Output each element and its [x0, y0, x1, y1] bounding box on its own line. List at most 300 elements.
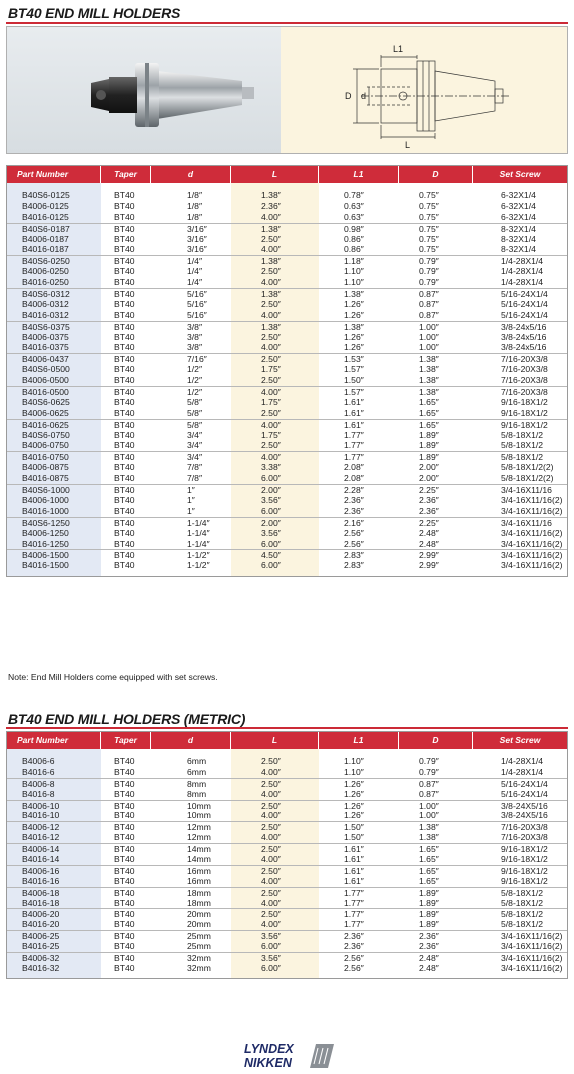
cell-l1: 1.77″: [344, 440, 364, 451]
label-d-lower: d: [361, 91, 367, 101]
table-row: [7, 800, 567, 811]
cell-d-upper: 2.48″: [419, 538, 439, 549]
cell-taper: BT40: [114, 560, 135, 571]
cell-d-upper: 1.65″: [419, 419, 439, 430]
cell-l: 2.50″: [261, 407, 281, 418]
cell-d: 18mm: [187, 897, 211, 908]
cell-l: 2.00″: [261, 485, 281, 496]
cell-l: 4.00″: [261, 832, 281, 843]
cell-l: 4.00″: [261, 788, 281, 799]
cell-d: 3/8″: [187, 331, 202, 342]
cell-part-number: B4016-1250: [22, 538, 69, 549]
cell-l1: 0.86″: [344, 233, 364, 244]
cell-taper: BT40: [114, 375, 135, 386]
cell-d: 3/16″: [187, 233, 207, 244]
cell-taper: BT40: [114, 931, 135, 942]
table-row: [7, 506, 567, 517]
cell-d-upper: 0.87″: [419, 298, 439, 309]
cell-d-upper: 2.25″: [419, 485, 439, 496]
cell-set-screw: 5/8-18X1/2(2): [501, 462, 554, 473]
cell-l: 2.50″: [261, 440, 281, 451]
cell-l: 2.50″: [261, 887, 281, 898]
cell-d: 1/8″: [187, 200, 202, 211]
cell-l1: 2.08″: [344, 462, 364, 473]
cell-d: 10mm: [187, 810, 211, 821]
cell-part-number: B4016-0875: [22, 473, 69, 484]
cell-d: 8mm: [187, 778, 207, 789]
table-row: [7, 440, 567, 451]
cell-taper: BT40: [114, 517, 135, 528]
cell-taper: BT40: [114, 800, 135, 811]
cell-l1: 2.56″: [344, 953, 364, 964]
cell-d: 16mm: [187, 865, 211, 876]
cell-part-number: B4006-25: [22, 931, 60, 942]
cell-d: 1/4″: [187, 277, 202, 288]
table-row: [7, 876, 567, 887]
cell-set-screw: 5/16-24X1/4: [501, 778, 548, 789]
cell-taper: BT40: [114, 941, 135, 952]
cell-d-upper: 1.00″: [419, 342, 439, 353]
cell-l: 1.38″: [261, 223, 281, 234]
cell-d-upper: 2.00″: [419, 462, 439, 473]
header-d-upper: D: [399, 732, 473, 749]
cell-d: 1/2″: [187, 364, 202, 375]
table-header: [7, 166, 567, 183]
cell-set-screw: 5/8-18X1/2: [501, 429, 544, 440]
product-hero: [6, 26, 568, 154]
cell-d: 14mm: [187, 854, 211, 865]
cell-d-upper: 0.75″: [419, 211, 439, 222]
cell-l: 6.00″: [261, 560, 281, 571]
cell-l1: 1.10″: [344, 266, 364, 277]
table-row: [7, 234, 567, 245]
cell-part-number: B4016-14: [22, 854, 60, 865]
cell-set-screw: 6-32X1/4: [501, 211, 536, 222]
cell-part-number: B4016-0750: [22, 452, 69, 463]
cell-taper: BT40: [114, 505, 135, 516]
table-row: [7, 778, 567, 789]
table-row: [7, 789, 567, 800]
cell-l1: 1.10″: [344, 766, 364, 777]
cell-d: 1-1/2″: [187, 560, 210, 571]
table-row: [7, 832, 567, 843]
cell-part-number: B40S6-0750: [22, 429, 70, 440]
table-row: [7, 473, 567, 484]
cell-l1: 1.77″: [344, 919, 364, 930]
logo-mark: [240, 1040, 340, 1070]
cell-part-number: B4006-0500: [22, 375, 69, 386]
table-row: [7, 310, 567, 321]
cell-d-upper: 2.36″: [419, 941, 439, 952]
cell-d-upper: 1.89″: [419, 897, 439, 908]
table-row: [7, 321, 567, 332]
cell-set-screw: 7/16-20X3/8: [501, 387, 548, 398]
cell-part-number: B4006-0875: [22, 462, 69, 473]
table-row: [7, 517, 567, 528]
cell-d: 25mm: [187, 941, 211, 952]
cell-part-number: B4006-0750: [22, 440, 69, 451]
cell-taper: BT40: [114, 919, 135, 930]
dimension-diagram: [281, 27, 567, 153]
cell-part-number: B4016-16: [22, 875, 60, 886]
cell-l1: 2.83″: [344, 550, 364, 561]
cell-taper: BT40: [114, 953, 135, 964]
cell-l: 4.00″: [261, 766, 281, 777]
cell-l1: 1.26″: [344, 810, 364, 821]
cell-d: 5/16″: [187, 289, 207, 300]
cell-set-screw: 3/4-16X11/16: [501, 517, 552, 528]
cell-part-number: B4016-6: [22, 766, 55, 777]
cell-set-screw: 9/16-18X1/2: [501, 407, 548, 418]
cell-set-screw: 3/8-24x5/16: [501, 331, 547, 342]
cell-set-screw: 5/8-18X1/2(2): [501, 473, 554, 484]
cell-part-number: B4006-1250: [22, 527, 69, 538]
cell-taper: BT40: [114, 200, 135, 211]
cell-d: 5/8″: [187, 407, 202, 418]
cell-d: 3/16″: [187, 223, 207, 234]
cell-d-upper: 1.65″: [419, 396, 439, 407]
cell-set-screw: 1/4-28X1/4: [501, 756, 544, 766]
header-d: d: [151, 166, 231, 183]
cell-l1: 1.77″: [344, 429, 364, 440]
cell-d-upper: 1.89″: [419, 909, 439, 920]
cell-d: 1-1/4″: [187, 527, 210, 538]
header-set-screw: Set Screw: [499, 169, 541, 179]
cell-l: 2.50″: [261, 331, 281, 342]
cell-l: 4.00″: [261, 875, 281, 886]
cell-d: 3/4″: [187, 452, 202, 463]
table-row: [7, 887, 567, 898]
cell-d-upper: 1.00″: [419, 331, 439, 342]
cell-part-number: B4006-0312: [22, 298, 69, 309]
cell-l: 2.50″: [261, 822, 281, 833]
cell-l1: 2.36″: [344, 931, 364, 942]
cell-part-number: B4006-6: [22, 756, 55, 766]
cell-set-screw: 8-32X1/4: [501, 244, 536, 255]
cell-l1: 1.61″: [344, 875, 364, 886]
cell-l: 2.50″: [261, 298, 281, 309]
table-row: [7, 952, 567, 963]
cell-l1: 2.16″: [344, 517, 364, 528]
header-part-number: Part Number: [7, 732, 101, 749]
cell-d: 6mm: [187, 756, 207, 766]
title-underline: [6, 22, 568, 24]
cell-d: 32mm: [187, 962, 211, 973]
cell-l: 6.00″: [261, 505, 281, 516]
cell-l1: 1.50″: [344, 832, 364, 843]
cell-part-number: B4016-0500: [22, 387, 69, 398]
cell-taper: BT40: [114, 865, 135, 876]
cell-l: 2.00″: [261, 517, 281, 528]
cell-part-number: B4006-0625: [22, 407, 69, 418]
cell-d-upper: 0.79″: [419, 256, 439, 267]
cell-set-screw: 5/16-24X1/4: [501, 309, 548, 320]
cell-d: 3/8″: [187, 342, 202, 353]
cell-taper: BT40: [114, 331, 135, 342]
cell-set-screw: 5/8-18X1/2: [501, 897, 544, 908]
cell-d: 3/8″: [187, 321, 202, 332]
header-part-number: Part Number: [7, 166, 101, 183]
cell-set-screw: 5/8-18X1/2: [501, 887, 544, 898]
cell-part-number: B4016-12: [22, 832, 60, 843]
cell-l1: 0.63″: [344, 200, 364, 211]
cell-d: 10mm: [187, 800, 211, 811]
cell-set-screw: 9/16-18X1/2: [501, 854, 548, 865]
header-l1: L1: [319, 166, 399, 183]
cell-d-upper: 2.99″: [419, 550, 439, 561]
cell-set-screw: 1/4-28X1/4: [501, 277, 544, 288]
cell-l1: 2.28″: [344, 485, 364, 496]
cell-d: 5/8″: [187, 419, 202, 430]
cell-l1: 2.36″: [344, 494, 364, 505]
cell-l1: 1.77″: [344, 452, 364, 463]
cell-taper: BT40: [114, 429, 135, 440]
cell-set-screw: 3/4-16X11/16(2): [501, 953, 563, 964]
cell-d-upper: 0.87″: [419, 778, 439, 789]
cell-l: 3.56″: [261, 527, 281, 538]
header-d: d: [151, 732, 231, 749]
cell-l1: 1.26″: [344, 788, 364, 799]
cell-d-upper: 1.00″: [419, 321, 439, 332]
cell-l: 2.50″: [261, 756, 281, 766]
cell-part-number: B4016-0625: [22, 419, 69, 430]
cell-l1: 1.53″: [344, 354, 364, 365]
cell-l1: 1.18″: [344, 256, 364, 267]
table-row: [7, 767, 567, 778]
cell-taper: BT40: [114, 354, 135, 365]
cell-part-number: B4016-20: [22, 919, 60, 930]
cell-d: 1″: [187, 485, 195, 496]
cell-set-screw: 3/4-16X11/16(2): [501, 505, 563, 516]
cell-part-number: B4016-10: [22, 810, 60, 821]
cell-d-upper: 0.79″: [419, 756, 439, 766]
cell-d-upper: 0.75″: [419, 190, 439, 200]
cell-set-screw: 6-32X1/4: [501, 200, 536, 211]
cell-set-screw: 5/8-18X1/2: [501, 452, 544, 463]
cell-set-screw: 3/4-16X11/16(2): [501, 550, 563, 561]
cell-taper: BT40: [114, 266, 135, 277]
cell-d: 5/16″: [187, 309, 207, 320]
table-row: [7, 408, 567, 419]
cell-d-upper: 1.65″: [419, 875, 439, 886]
cell-set-screw: 5/8-18X1/2: [501, 909, 544, 920]
table-row: [7, 190, 567, 201]
cell-l: 4.00″: [261, 810, 281, 821]
cell-part-number: B4006-1500: [22, 550, 69, 561]
cell-d: 12mm: [187, 822, 211, 833]
cell-l: 2.36″: [261, 200, 281, 211]
table-row: [7, 342, 567, 353]
table-row: [7, 941, 567, 952]
cell-d-upper: 1.89″: [419, 440, 439, 451]
table-row: [7, 244, 567, 255]
cell-d: 7/8″: [187, 462, 202, 473]
cell-taper: BT40: [114, 538, 135, 549]
cell-d-upper: 2.36″: [419, 505, 439, 516]
table-row: [7, 462, 567, 473]
cell-taper: BT40: [114, 387, 135, 398]
cell-l: 4.50″: [261, 550, 281, 561]
cell-d-upper: 1.89″: [419, 429, 439, 440]
section-title-metric: BT40 END MILL HOLDERS (METRIC): [8, 711, 246, 727]
cell-l: 1.38″: [261, 289, 281, 300]
cell-taper: BT40: [114, 854, 135, 865]
cell-l1: 2.36″: [344, 941, 364, 952]
cell-d: 1/2″: [187, 387, 202, 398]
cell-d: 1-1/4″: [187, 517, 210, 528]
cell-l: 4.00″: [261, 387, 281, 398]
table-row: [7, 539, 567, 550]
cell-part-number: B4016-0125: [22, 211, 69, 222]
cell-d-upper: 2.25″: [419, 517, 439, 528]
cell-d: 18mm: [187, 887, 211, 898]
cell-l: 1.38″: [261, 321, 281, 332]
table-header: [7, 732, 567, 749]
cell-part-number: B40S6-1000: [22, 485, 70, 496]
table-body: [7, 183, 567, 576]
cell-l1: 1.38″: [344, 321, 364, 332]
cell-set-screw: 1/4-28X1/4: [501, 266, 544, 277]
table-row: [7, 223, 567, 234]
cell-d-upper: 1.65″: [419, 844, 439, 855]
cell-taper: BT40: [114, 211, 135, 222]
cell-d: 25mm: [187, 931, 211, 942]
cell-part-number: B4016-0250: [22, 277, 69, 288]
cell-d: 20mm: [187, 919, 211, 930]
cell-taper: BT40: [114, 244, 135, 255]
cell-d: 16mm: [187, 875, 211, 886]
cell-l: 4.00″: [261, 309, 281, 320]
header-l1: L1: [319, 732, 399, 749]
cell-taper: BT40: [114, 289, 135, 300]
cell-d-upper: 1.65″: [419, 407, 439, 418]
metric-table: [6, 731, 568, 979]
cell-d: 32mm: [187, 953, 211, 964]
cell-set-screw: 5/16-24X1/4: [501, 788, 548, 799]
cell-set-screw: 5/16-24X1/4: [501, 298, 548, 309]
cell-d: 1/4″: [187, 256, 202, 267]
cell-l: 4.00″: [261, 919, 281, 930]
cell-l: 4.00″: [261, 452, 281, 463]
cell-d-upper: 1.00″: [419, 810, 439, 821]
cell-taper: BT40: [114, 298, 135, 309]
cell-d: 12mm: [187, 832, 211, 843]
cell-part-number: B40S6-0250: [22, 256, 70, 267]
cell-d: 1-1/2″: [187, 550, 210, 561]
cell-part-number: B4006-0250: [22, 266, 69, 277]
cell-set-screw: 5/16-24X1/4: [501, 289, 548, 300]
cell-l1: 1.61″: [344, 854, 364, 865]
cell-l1: 1.26″: [344, 298, 364, 309]
table-row: [7, 288, 567, 299]
cell-set-screw: 3/8-24X5/16: [501, 810, 548, 821]
cell-d: 3/4″: [187, 440, 202, 451]
cell-set-screw: 3/4-16X11/16(2): [501, 527, 563, 538]
cell-l: 3.38″: [261, 462, 281, 473]
cell-l: 6.00″: [261, 941, 281, 952]
inch-table: [6, 165, 568, 577]
cell-l: 1.75″: [261, 396, 281, 407]
table-row: [7, 821, 567, 832]
cell-taper: BT40: [114, 440, 135, 451]
cell-l: 1.75″: [261, 429, 281, 440]
cell-l: 3.56″: [261, 931, 281, 942]
cell-l: 6.00″: [261, 473, 281, 484]
cell-taper: BT40: [114, 962, 135, 973]
cell-taper: BT40: [114, 527, 135, 538]
cell-part-number: B40S6-0375: [22, 321, 70, 332]
cell-l: 3.56″: [261, 953, 281, 964]
cell-set-screw: 9/16-18X1/2: [501, 875, 548, 886]
cell-l: 4.00″: [261, 211, 281, 222]
cell-part-number: B4006-20: [22, 909, 60, 920]
title-underline: [6, 727, 568, 729]
cell-taper: BT40: [114, 309, 135, 320]
table-row: [7, 528, 567, 539]
cell-set-screw: 7/16-20X3/8: [501, 822, 548, 833]
cell-l: 2.50″: [261, 266, 281, 277]
cell-l1: 1.26″: [344, 342, 364, 353]
cell-part-number: B4006-12: [22, 822, 60, 833]
cell-d: 5/8″: [187, 396, 202, 407]
cell-part-number: B4016-1000: [22, 505, 69, 516]
cell-d: 1/8″: [187, 211, 202, 222]
cell-part-number: B40S6-0125: [22, 190, 70, 200]
cell-taper: BT40: [114, 810, 135, 821]
table-row: [7, 212, 567, 223]
cell-d: 7/16″: [187, 354, 207, 365]
cell-l: 2.50″: [261, 778, 281, 789]
cell-set-screw: 7/16-20X3/8: [501, 832, 548, 843]
lyndex-nikken-logo: [240, 1040, 340, 1070]
cell-d-upper: 0.75″: [419, 244, 439, 255]
cell-taper: BT40: [114, 419, 135, 430]
cell-set-screw: 6-32X1/4: [501, 190, 536, 200]
cell-d-upper: 1.38″: [419, 832, 439, 843]
cell-l: 2.50″: [261, 354, 281, 365]
cell-d-upper: 0.79″: [419, 266, 439, 277]
cell-set-screw: 8-32X1/4: [501, 233, 536, 244]
cell-taper: BT40: [114, 190, 135, 200]
cell-l1: 1.61″: [344, 844, 364, 855]
cell-d: 1″: [187, 494, 195, 505]
cell-l1: 1.77″: [344, 909, 364, 920]
table-row: [7, 549, 567, 560]
cell-d-upper: 2.48″: [419, 527, 439, 538]
cell-part-number: B4016-0187: [22, 244, 69, 255]
header-set-screw: Set Screw: [499, 735, 541, 745]
table-row: [7, 756, 567, 767]
cell-l1: 1.26″: [344, 309, 364, 320]
cell-taper: BT40: [114, 256, 135, 267]
cell-d-upper: 1.65″: [419, 854, 439, 865]
cell-l1: 1.26″: [344, 778, 364, 789]
cell-d-upper: 0.79″: [419, 277, 439, 288]
cell-l1: 1.10″: [344, 277, 364, 288]
table-row: [7, 854, 567, 865]
cell-d-upper: 2.99″: [419, 560, 439, 571]
cell-part-number: B4016-0312: [22, 309, 69, 320]
table-row: [7, 386, 567, 397]
table-row: [7, 560, 567, 571]
cell-set-screw: 3/4-16X11/16(2): [501, 538, 563, 549]
cell-set-screw: 9/16-18X1/2: [501, 396, 548, 407]
cell-part-number: B40S6-0500: [22, 364, 70, 375]
cell-part-number: B4006-8: [22, 778, 55, 789]
cell-l1: 1.77″: [344, 887, 364, 898]
cell-l: 2.50″: [261, 865, 281, 876]
cell-taper: BT40: [114, 788, 135, 799]
